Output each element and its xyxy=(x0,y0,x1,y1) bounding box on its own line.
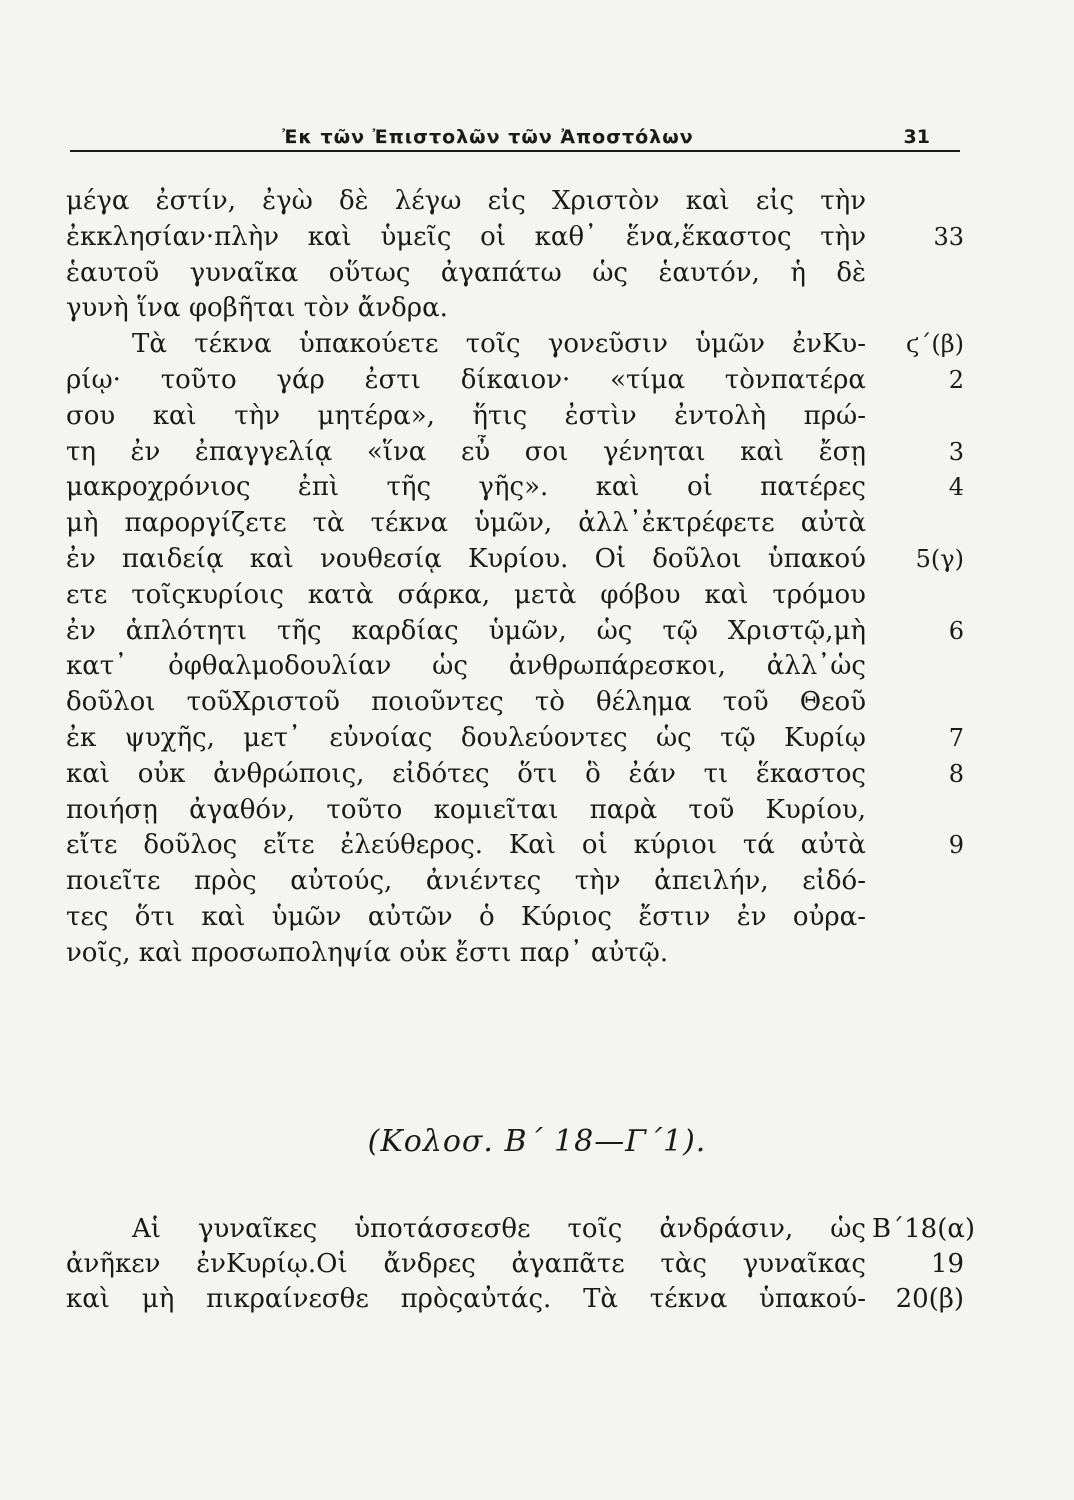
verse-number xyxy=(872,793,964,829)
text-line: ρίῳ· τοῦτο γάρ ἐστι δίκαιον· «τίμα τὸνπατέρα xyxy=(66,364,866,395)
text-line: μακροχρόνιος ἐπὶ τῆς γῆς». καὶ οἱ πατέρες xyxy=(66,472,866,503)
verse-number: 9 xyxy=(948,831,964,860)
text-line: ἐκ ψυχῆς, μετ᾽ εὐνοίας δουλεύοντες ὡς τῷ Κυρίῳ xyxy=(66,722,866,753)
text-line: κατ᾽ ὀφθαλμοδουλίαν ὡς ἀνθρωπάρεσκοι, ἀλλ᾽ὡς xyxy=(66,651,866,682)
verse-number: 33 xyxy=(933,222,964,251)
verse-number xyxy=(872,864,964,900)
text-line: γυνὴ ἵνα φοβῆται τὸν ἄνδρα. xyxy=(66,293,448,324)
verse-number xyxy=(872,506,964,542)
second-passage-text xyxy=(66,1212,866,1317)
verse-number: 6 xyxy=(948,616,964,645)
verse-numbers-2 xyxy=(872,1212,976,1317)
verse-number xyxy=(872,649,964,685)
header-rule xyxy=(70,150,960,152)
page-number: 31 xyxy=(903,126,930,148)
verse-number: 7 xyxy=(948,723,964,752)
text-line: ἑαυτοῦ γυναῖκα οὕτως ἀγαπάτω ὡς ἑαυτόν, ἡ δὲ xyxy=(66,257,866,288)
verse-number: 4 xyxy=(948,473,964,502)
verse-number: Β΄18(α) xyxy=(872,1214,976,1244)
text-line: ἐν ἁπλότητι τῆς καρδίας ὑμῶν, ὡς τῷ Χριστῷ,μὴ xyxy=(66,615,866,646)
verse-number: 20(β) xyxy=(895,1284,964,1314)
text-line: μέγα ἐστίν, ἐγὼ δὲ λέγω εἰς Χριστὸν καὶ εἰς τὴν xyxy=(66,186,866,216)
verse-numbers xyxy=(872,184,964,972)
verse-number xyxy=(872,399,964,435)
text-line: καὶ οὐκ ἀνθρώποις, εἰδότες ὅτι ὃ ἐάν τι ἕκαστος xyxy=(66,758,866,789)
verse-number xyxy=(872,578,964,614)
text-line: τες ὅτι καὶ ὑμῶν αὐτῶν ὁ Κύριος ἔστιν ἐν οὐρα- xyxy=(66,901,866,932)
text-line: καὶ μὴ πικραίνεσθε πρὸςαὐτάς. Τὰ τέκνα ὑπακού- xyxy=(66,1284,866,1314)
verse-number: 8 xyxy=(948,759,964,788)
verse-number: 19 xyxy=(930,1249,964,1279)
text-line: εἴτε δοῦλος εἴτε ἐλεύθερος. Καὶ οἱ κύριοι τά αὐτὰ xyxy=(66,830,866,861)
verse-number: 5(γ) xyxy=(915,544,964,573)
text-line: ἐν παιδείᾳ καὶ νουθεσίᾳ Κυρίου. Οἱ δοῦλοι ὑπακού xyxy=(66,543,866,574)
text-line: τη ἐν ἐπαγγελίᾳ «ἵνα εὖ σοι γένηται καὶ ἔσῃ xyxy=(66,436,866,467)
text-line: ἀνῆκεν ἐνΚυρίῳ.Οἱ ἄνδρες ἀγαπᾶτε τὰς γυναῖκας xyxy=(66,1249,866,1279)
verse-number: ϛ΄(β) xyxy=(905,330,964,359)
verse-number xyxy=(872,900,964,936)
verse-number xyxy=(872,184,964,220)
text-line: Τὰ τέκνα ὑπακούετε τοῖς γονεῦσιν ὑμῶν ἐνΚυ- xyxy=(132,329,866,360)
verse-number xyxy=(872,685,964,721)
text-line: ποιήσῃ ἀγαθόν, τοῦτο κομιεῖται παρὰ τοῦ Κυρίου, xyxy=(66,794,866,825)
section-reference-heading: (Κολοσ. Β΄ 18—Γ΄1). xyxy=(367,1124,707,1159)
text-line: σου καὶ τὴν μητέρα», ἥτις ἐστὶν ἐντολὴ πρώ- xyxy=(66,400,866,431)
text-line: ετε τοῖςκυρίοις κατὰ σάρκα, μετὰ φόβου καὶ τρόμου xyxy=(66,579,866,610)
text-line: Αἱ γυναῖκες ὑποτάσσεσθε τοῖς ἀνδράσιν, ὡς xyxy=(132,1214,866,1244)
verse-number: 3 xyxy=(948,437,964,466)
verse-number xyxy=(872,291,964,327)
running-title: Ἐκ τῶν Ἐπιστολῶν τῶν Ἀποστόλων xyxy=(282,126,694,148)
verse-number: 2 xyxy=(948,365,964,394)
verse-number xyxy=(872,936,964,972)
text-line: ἐκκλησίαν·πλὴν καὶ ὑμεῖς οἱ καθ᾽ ἕνα,ἕκαστος τὴν xyxy=(66,221,866,252)
verse-number xyxy=(872,256,964,292)
text-line: ποιεῖτε πρὸς αὐτούς, ἀνιέντες τὴν ἀπειλήν, εἰδό- xyxy=(66,866,866,897)
main-text xyxy=(66,184,866,972)
text-line: νοῖς, καὶ προσωποληψία οὐκ ἔστι παρ᾽ αὐτῷ. xyxy=(66,937,669,968)
text-line: δοῦλοι τοῦΧριστοῦ ποιοῦντες τὸ θέλημα τοῦ Θεοῦ xyxy=(66,687,866,718)
text-line: μὴ παροργίζετε τὰ τέκνα ὑμῶν, ἀλλ᾽ἐκτρέφετε αὐτὰ xyxy=(66,508,866,539)
